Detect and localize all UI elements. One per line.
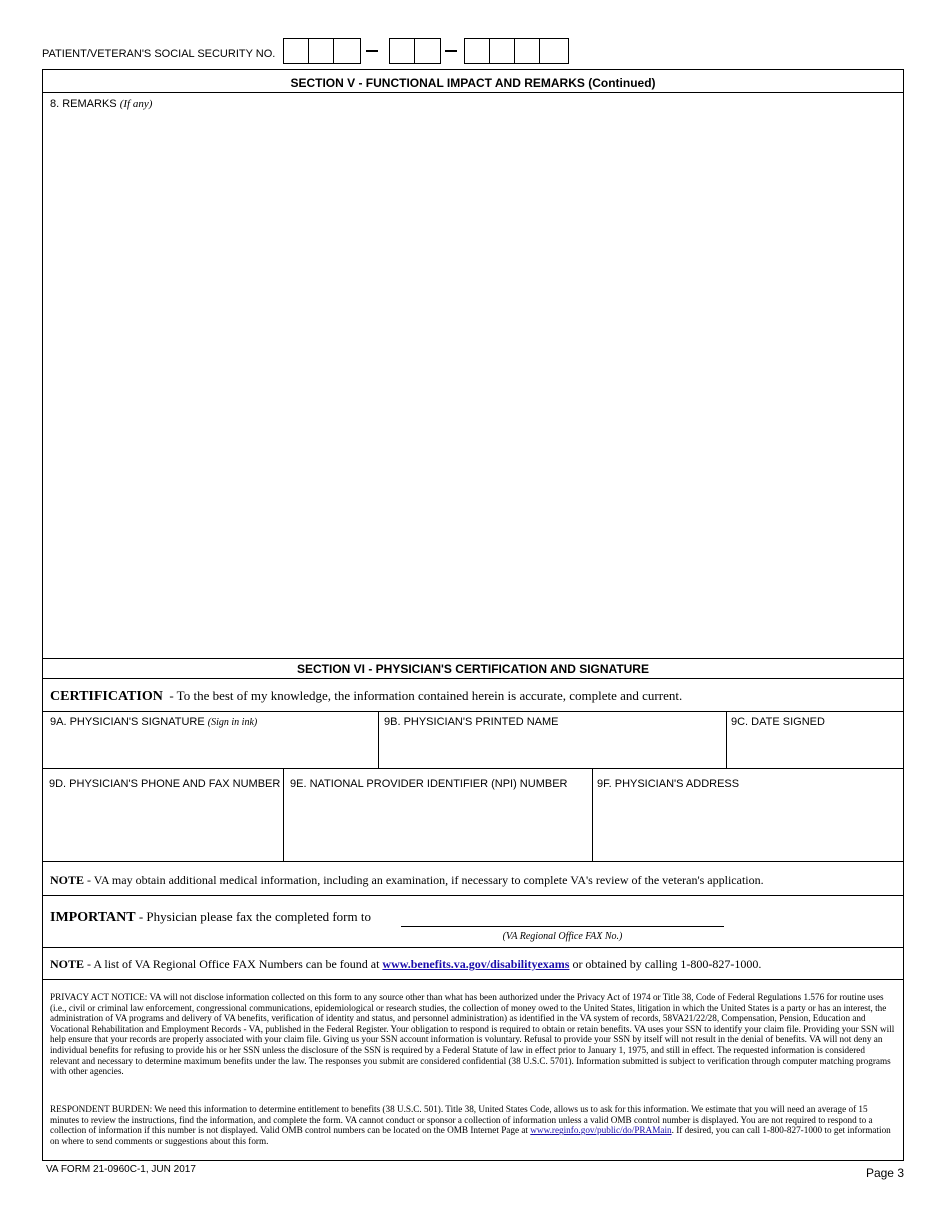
ssn-label: PATIENT/VETERAN'S SOCIAL SECURITY NO. [42,48,276,60]
printed-name-label: 9B. PHYSICIAN'S PRINTED NAME [384,716,559,728]
ssn-area-group [283,38,361,64]
divider [42,768,904,769]
ssn-group-group [389,38,441,64]
section-vi-title: SECTION VI - PHYSICIAN'S CERTIFICATION AND SIGNATURE [297,662,649,676]
signature-field[interactable] [44,730,376,766]
printed-name-field[interactable] [380,730,724,766]
ssn-digit-box[interactable] [415,39,440,63]
date-signed-label: 9C. DATE SIGNED [731,716,825,728]
divider [42,861,904,862]
divider [592,768,593,861]
remarks-textarea[interactable] [44,112,902,656]
page-number: Page 3 [865,1166,904,1180]
ssn-digit-box[interactable] [334,39,359,63]
divider [283,768,284,861]
address-field[interactable] [594,793,902,859]
pra-main-link[interactable]: www.reginfo.gov/public/do/PRAMain [530,1125,672,1136]
npi-label: 9E. NATIONAL PROVIDER IDENTIFIER (NPI) NUMBER [290,778,568,790]
phone-fax-label: 9D. PHYSICIAN'S PHONE AND FAX NUMBER [49,778,281,790]
certification-statement: CERTIFICATION - To the best of my knowledge, the information contained herein is accurate, complete and current. [50,688,683,704]
fax-number-line [401,926,724,927]
address-label: 9F. PHYSICIAN'S ADDRESS [597,778,740,790]
npi-field[interactable] [285,793,590,859]
ssn-serial-group [464,38,569,64]
date-signed-field[interactable] [728,730,902,766]
divider [42,658,904,659]
disability-exams-link[interactable]: www.benefits.va.gov/disabilityexams [382,957,570,971]
ssn-digit-box[interactable] [515,39,540,63]
ssn-digit-box[interactable] [284,39,309,63]
regional-office-fax-input[interactable] [401,908,724,926]
ssn-digit-box[interactable] [465,39,490,63]
important-fax-instruction: IMPORTANT - Physician please fax the completed form to [50,909,371,925]
note-fax-list: NOTE - A list of VA Regional Office FAX Numbers can be found at www.benefits.va.gov/disabilityexams or obtained by calling 1-800-827-1000. [50,957,762,971]
divider [42,678,904,679]
ssn-digit-box[interactable] [309,39,334,63]
divider [42,947,904,948]
form-number: VA FORM 21-0960C-1, JUN 2017 [46,1164,196,1175]
privacy-act-notice: PRIVACY ACT NOTICE: VA will not disclose information collected on this form to any source other than what has been authorized under the Privacy Act of 1974 or Title 38, Code of Federal Regulations 1.576 for routine uses (i.e., civil or criminal law enforcement, congressional communications, epidemiological or research studies, the collection of money owed to the United States, litigation in which the United States is a party or has an interest, the administration of VA programs and delivery of VA benefits, verification of identity and status, and personnel administration) as identified in the VA system of records, 58VA21/22/28, Compensation, Pension, Education and Vocational Rehabilitation and Employment Records - VA, published in the Federal Register. Your obligation to respond is required to obtain or retain benefits. VA uses your SSN to identify your claim file. Providing your SSN will help ensure that your records are properly associated with your claim file. Giving us your SSN account information is voluntary. Refusal to provide your SSN by itself will not result in the denial of benefits. VA will not deny an individual benefits for refusing to provide his or her SSN unless the disclosure of the SSN is required by a Federal Statute of law in effect prior to January 1, 1975, and still in effect. The requested information is considered relevant and necessary to determine maximum benefits under the law. The responses you submit are considered confidential (38 U.S.C. 5701). Information submitted is subject to verification through computer matching programs with other agencies. [50,992,895,1077]
divider [42,92,904,93]
divider [42,979,904,980]
divider [42,711,904,712]
ssn-dash [445,50,457,52]
ssn-dash [366,50,378,52]
respondent-burden: RESPONDENT BURDEN: We need this information to determine entitlement to benefits (38 U.S.C. 501). Title 38, United States Code, allows us to ask for this information. We estimate that you will need an average of 15 minutes to review the instructions, find the information, and complete the form. VA cannot conduct or sponsor a collection of information unless a valid OMB control number is displayed. You are not required to respond to a collection of information if this number is not displayed. Valid OMB control numbers can be located on the OMB Internet Page at www.reginfo.gov/public/do/PRAMain. If desired, you can call 1-800-827-1000 to get information on where to send comments or suggestions about this form. [50,1104,891,1146]
divider [42,895,904,896]
ssn-digit-box[interactable] [490,39,515,63]
divider [378,711,379,768]
phone-fax-field[interactable] [44,793,281,859]
remarks-label: 8. REMARKS (If any) [50,98,153,110]
section-v-title: SECTION V - FUNCTIONAL IMPACT AND REMARKS (Continued) [290,76,656,90]
ssn-digit-box[interactable] [390,39,415,63]
note-additional-info: NOTE - VA may obtain additional medical information, including an examination, if necessary to complete VA's review of the veteran's application. [50,873,764,887]
fax-caption: (VA Regional Office FAX No.) [502,931,623,942]
ssn-digit-box[interactable] [540,39,565,63]
divider [726,711,727,768]
signature-label: 9A. PHYSICIAN'S SIGNATURE (Sign in ink) [50,716,258,728]
